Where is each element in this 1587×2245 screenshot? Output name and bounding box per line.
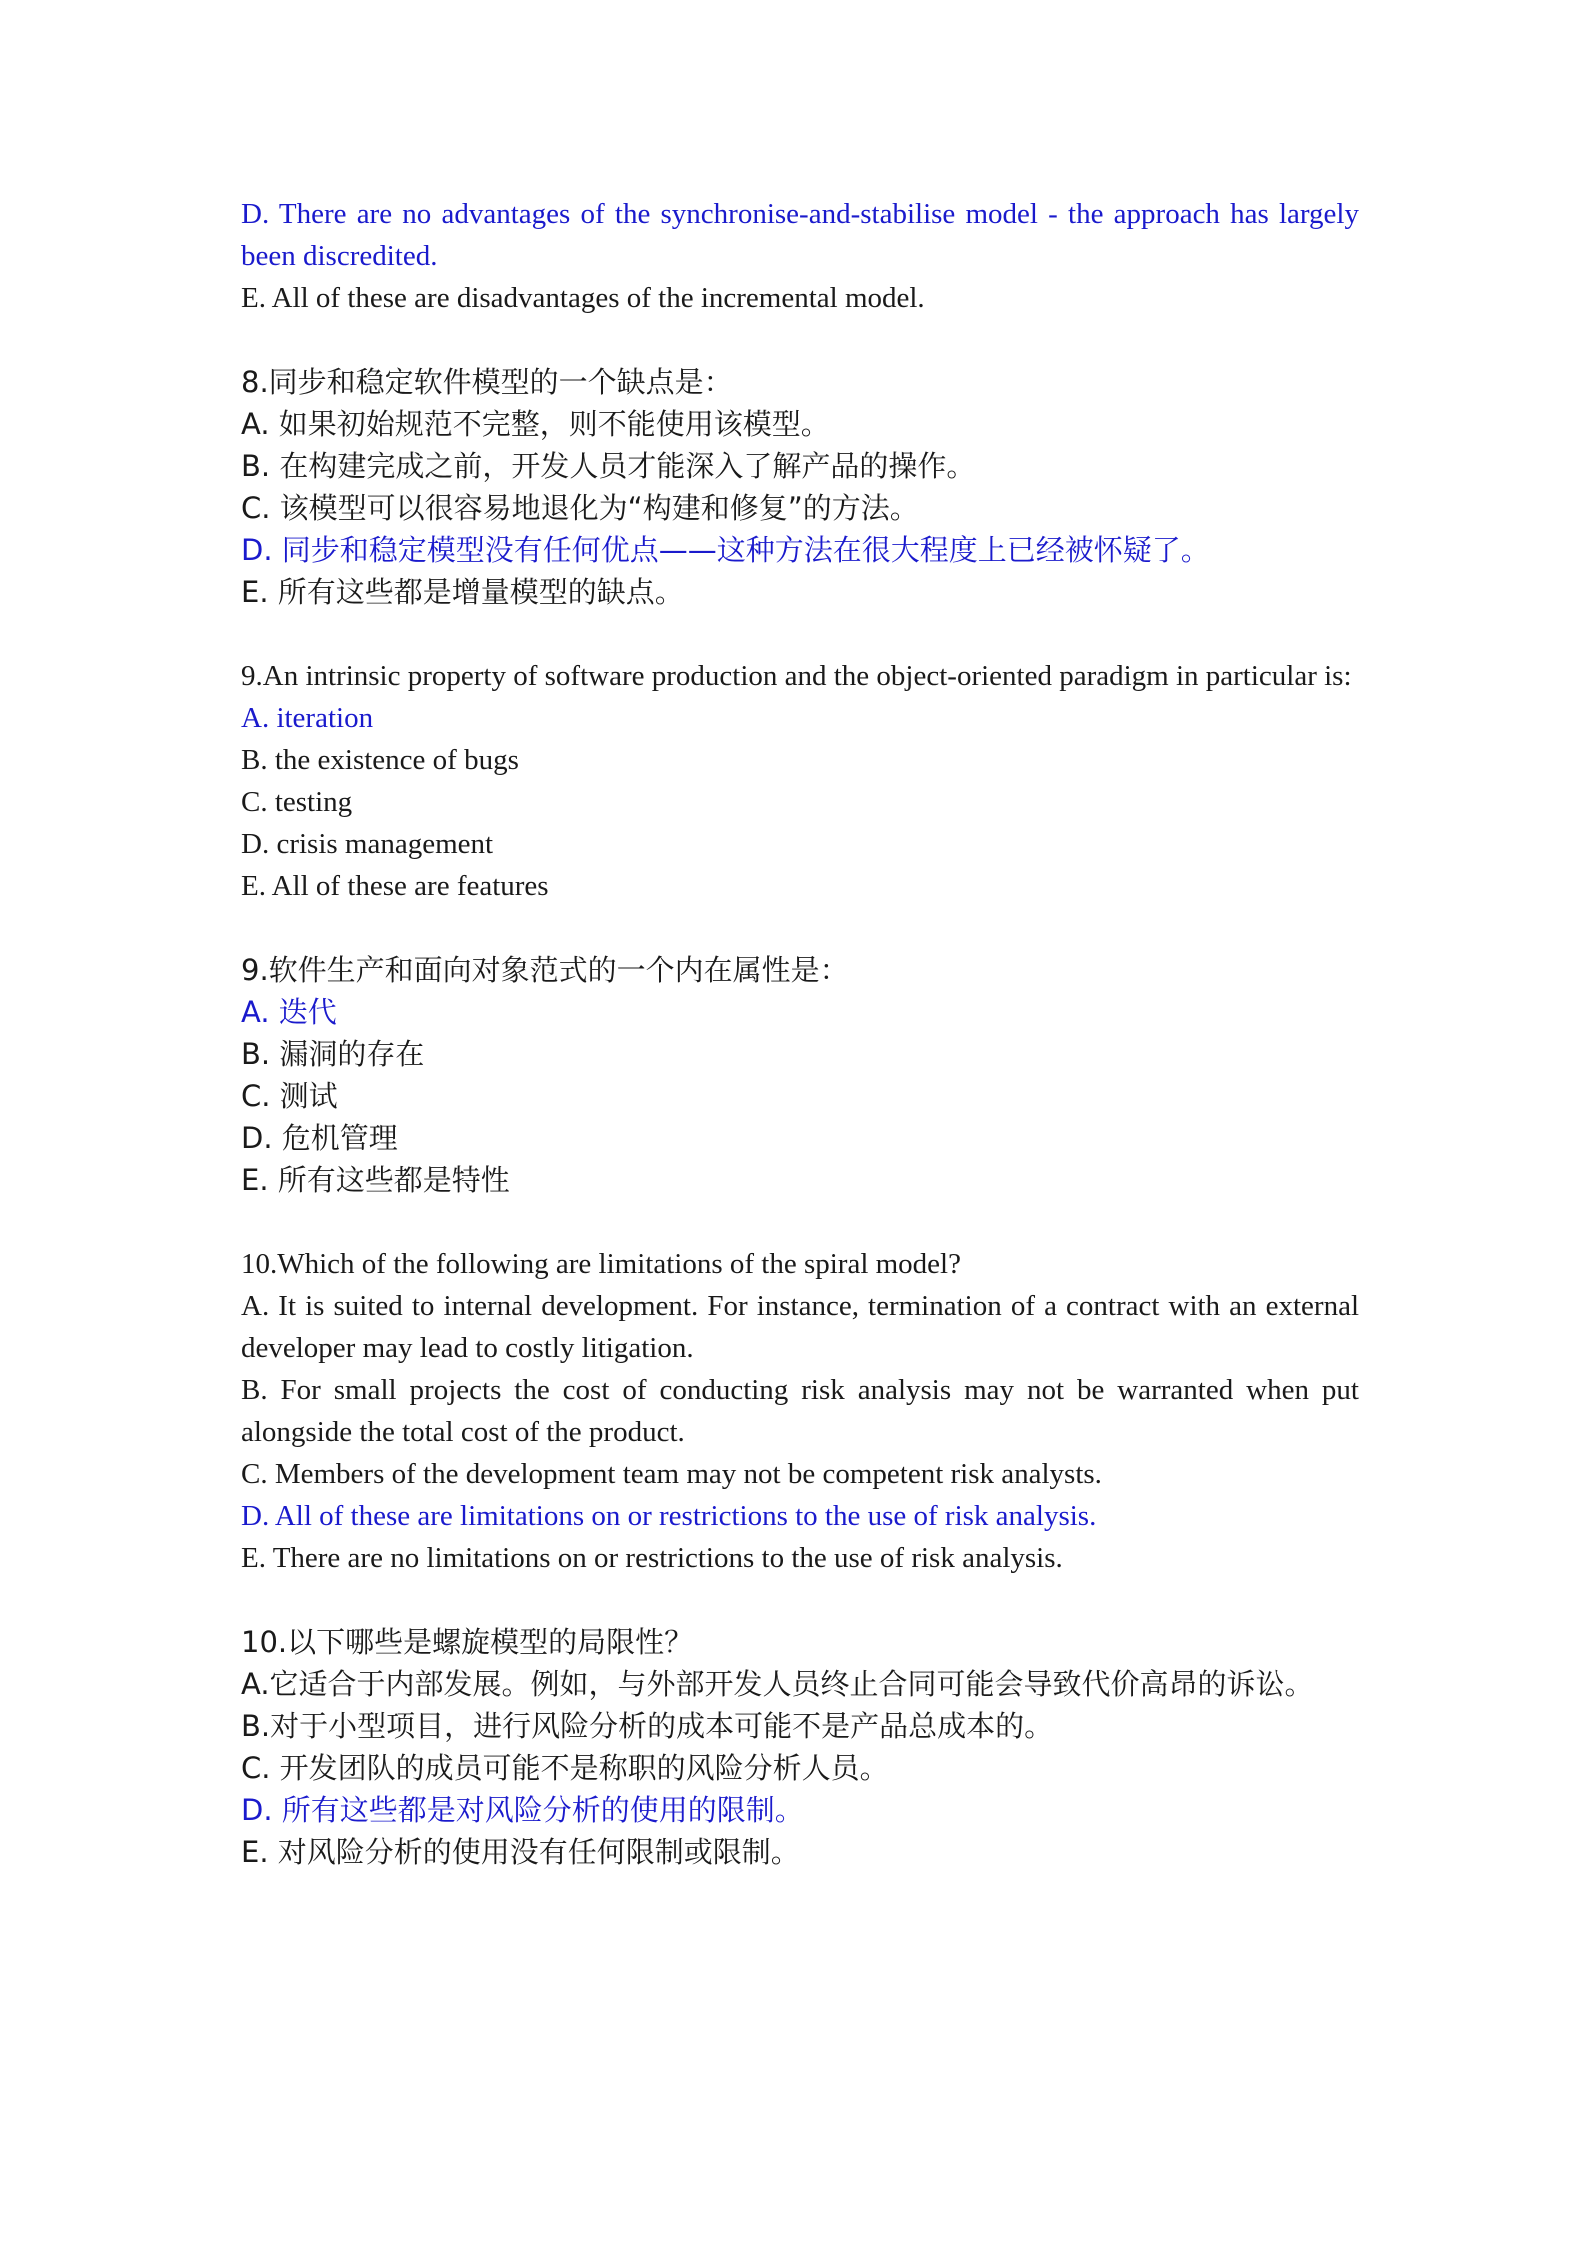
correct-answer-option: A. iteration bbox=[241, 702, 374, 734]
answer-option: C. 测试 bbox=[241, 1079, 338, 1113]
answer-option: B.对于小型项目，进行风险分析的成本可能不是产品总成本的。 bbox=[241, 1709, 1054, 1743]
answer-option: E. There are no limitations on or restrictions to the use of risk analysis. bbox=[241, 1542, 1063, 1574]
spacer bbox=[241, 907, 1359, 949]
answer-option: E. 所有这些都是特性 bbox=[241, 1163, 510, 1197]
question-text: 9.An intrinsic property of software production and the object-oriented paradigm in particular is: bbox=[241, 660, 1352, 692]
answer-option: C. 开发团队的成员可能不是称职的风险分析人员。 bbox=[241, 1751, 889, 1785]
question-block-q9-en bbox=[241, 655, 1359, 907]
answer-option: A.它适合于内部发展。例如，与外部开发人员终止合同可能会导致代价高昂的诉讼。 bbox=[241, 1667, 1314, 1701]
answer-option: E. 所有这些都是增量模型的缺点。 bbox=[241, 575, 684, 609]
question-text: 9.软件生产和面向对象范式的一个内在属性是： bbox=[241, 953, 849, 987]
correct-answer-option: D. 同步和稳定模型没有任何优点——这种方法在很大程度上已经被怀疑了。 bbox=[241, 533, 1210, 567]
answer-option: C. testing bbox=[241, 786, 353, 818]
answer-option: C. 该模型可以很容易地退化为“构建和修复”的方法。 bbox=[241, 491, 919, 525]
answer-option: C. Members of the development team may not be competent risk analysts. bbox=[241, 1458, 1102, 1490]
answer-option: D. 危机管理 bbox=[241, 1121, 398, 1155]
document-page bbox=[241, 193, 1359, 1873]
answer-option: B. 在构建完成之前，开发人员才能深入了解产品的操作。 bbox=[241, 449, 976, 483]
answer-option: A. It is suited to internal development. For instance, termination of a contract with an external developer may lead to costly litigation. bbox=[241, 1290, 1359, 1364]
correct-answer-option: D. There are no advantages of the synchronise-and-stabilise model - the approach has largely been discredited. bbox=[241, 198, 1359, 272]
answer-option: B. the existence of bugs bbox=[241, 744, 519, 776]
question-block-q9-zh bbox=[241, 949, 1359, 1201]
question-text: 10.以下哪些是螺旋模型的局限性？ bbox=[241, 1625, 694, 1659]
spacer bbox=[241, 1201, 1359, 1243]
question-text: 8.同步和稳定软件模型的一个缺点是： bbox=[241, 365, 733, 399]
question-block-q7-tail bbox=[241, 193, 1359, 319]
answer-option: A. 如果初始规范不完整，则不能使用该模型。 bbox=[241, 407, 830, 441]
spacer bbox=[241, 319, 1359, 361]
correct-answer-option: A. 迭代 bbox=[241, 995, 337, 1029]
answer-option: E. 对风险分析的使用没有任何限制或限制。 bbox=[241, 1835, 800, 1869]
correct-answer-option: D. All of these are limitations on or restrictions to the use of risk analysis. bbox=[241, 1500, 1097, 1532]
spacer bbox=[241, 1579, 1359, 1621]
question-block-q8-zh bbox=[241, 361, 1359, 613]
question-block-q10-en bbox=[241, 1243, 1359, 1579]
spacer bbox=[241, 613, 1359, 655]
answer-option: E. All of these are disadvantages of the incremental model. bbox=[241, 282, 925, 314]
correct-answer-option: D. 所有这些都是对风险分析的使用的限制。 bbox=[241, 1793, 804, 1827]
answer-option: E. All of these are features bbox=[241, 870, 549, 902]
answer-option: B. For small projects the cost of conducting risk analysis may not be warranted when put alongside the total cost of the product. bbox=[241, 1374, 1359, 1448]
answer-option: B. 漏洞的存在 bbox=[241, 1037, 425, 1071]
question-block-q10-zh bbox=[241, 1621, 1359, 1873]
question-text: 10.Which of the following are limitations of the spiral model? bbox=[241, 1248, 961, 1280]
answer-option: D. crisis management bbox=[241, 828, 494, 860]
